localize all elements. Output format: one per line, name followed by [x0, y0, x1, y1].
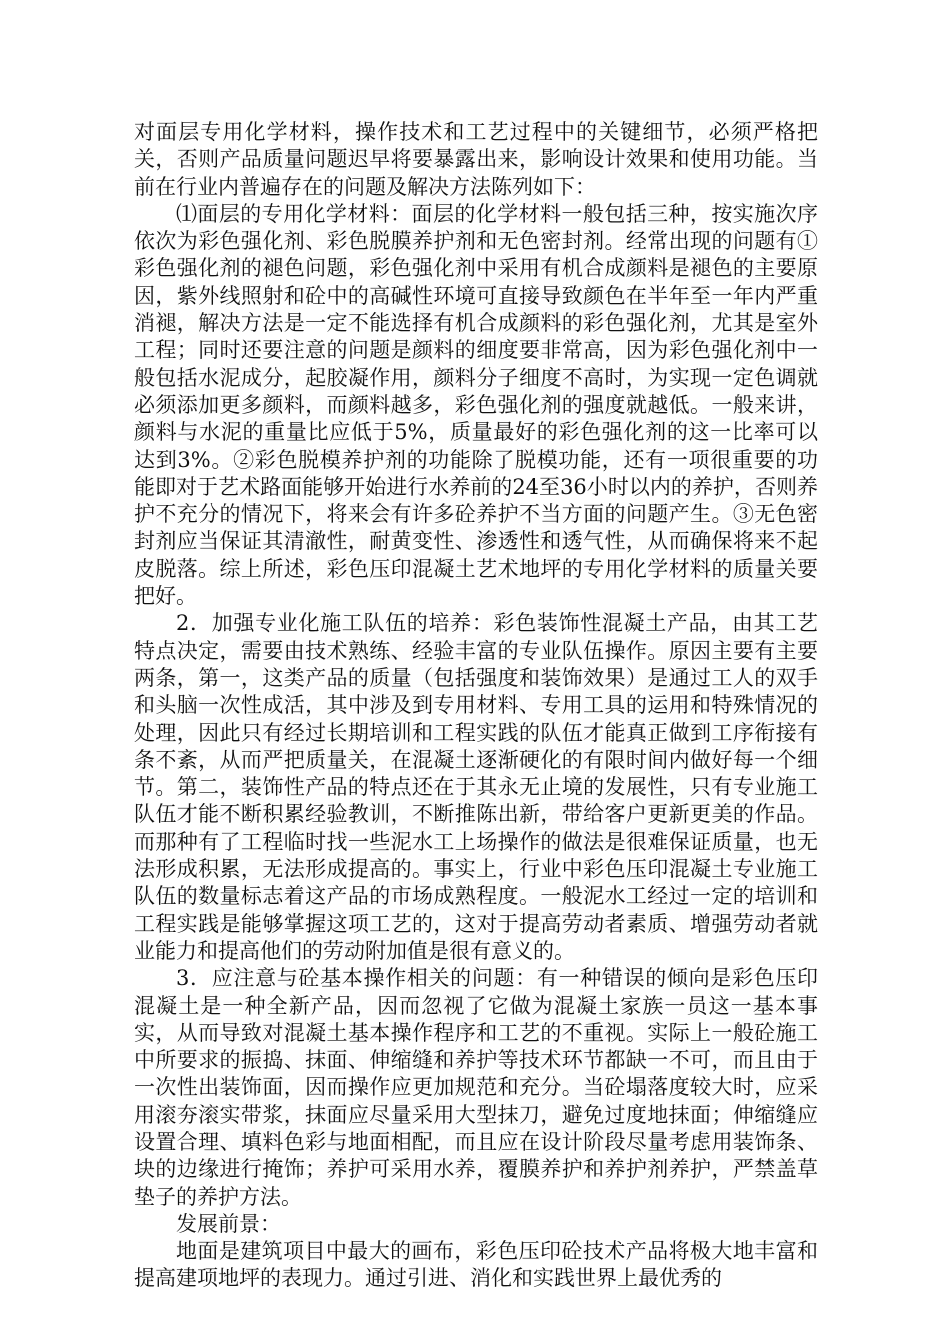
section-heading-prospects: 发展前景： [176, 1211, 281, 1236]
paragraph-construction-team: 2．加强专业化施工队伍的培养：彩色装饰性混凝土产品，由其工艺特点决定，需要由技术熟练、经验丰富的专业队伍操作。原因主要有主要两条，第一，这类产品的质量（包括强度和装饰效果）是通过工人的双手和头脑一次性成活，其中涉及到专用材料、专用工具的运用和特殊情况的处理，因此只有经过长期培训和工程实践的队伍才能真正做到工序衔接有条不紊，从而严把质量关，在混凝土逐渐硬化的有限时间内做好每一个细节。第二，装饰性产品的特点还在于其永无止境的发展性，只有专业施工队伍才能不断积累经验教训，不断推陈出新，带给客户更新更美的作品。而那种有了工程临时找一些泥水工上场操作的做法是很难保证质量，也无法形成积累，无法形成提高的。事实上，行业中彩色压印混凝土专业施工队伍的数量标志着这产品的市场成熟程度。一般泥水工经过一定的培训和工程实践是能够掌握这项工艺的，这对于提高劳动者素质、增强劳动者就业能力和提高他们的劳动附加值是很有意义的。 [134, 611, 818, 963]
paragraph-intro-continued: 对面层专用化学材料，操作技术和工艺过程中的关键细节，必须严格把关，否则产品质量问题迟早将要暴露出来，影响设计效果和使用功能。当前在行业内普遍存在的问题及解决方法陈列如下： [134, 120, 818, 199]
paragraph-chemical-materials: ⑴面层的专用化学材料：面层的化学材料一般包括三种，按实施次序依次为彩色强化剂、彩色脱膜养护剂和无色密封剂。经常出现的问题有①彩色强化剂的褪色问题，彩色强化剂中采用有机合成颜料是褪色的主要原因，紫外线照射和砼中的高碱性环境可直接导致颜色在半年至一年内严重消褪，解决方法是一定不能选择有机合成颜料的彩色强化剂，尤其是室外工程；同时还要注意的问题是颜料的细度要非常高，因为彩色强化剂中一般包括水泥成分，起胶凝作用，颜料分子细度不高时，为实现一定色调就必须添加更多颜料，而颜料越多，彩色强化剂的强度就越低。一般来讲，颜料与水泥的重量比应低于5%，质量最好的彩色强化剂的这一比率可以达到3%。②彩色脱模养护剂的功能除了脱模功能，还有一项很重要的功能即对于艺术路面能够开始进行水养前的24至36小时以内的养护，否则养护不充分的情况下，将来会有许多砼养护不当方面的问题产生。③无色密封剂应当保证其清澈性，耐黄变性、渗透性和透气性，从而确保将来不起皮脱落。综上所述，彩色压印混凝土艺术地坪的专用化学材料的质量关要把好。 [134, 201, 818, 609]
paragraph-basic-operations: 3．应注意与砼基本操作相关的问题：有一种错误的倾向是彩色压印混凝土是一种全新产品，因而忽视了它做为混凝土家族一员这一基本事实，从而导致对混凝土基本操作程序和工艺的不重视。实际上一般砼施工中所要求的振捣、抹面、伸缩缝和养护等技术环节都缺一不可，而且由于一次性出装饰面，因而操作应更加规范和充分。当砼塌落度较大时，应采用滚夯滚实带浆，抹面应尽量采用大型抹刀，避免过度地抹面；伸缩缝应设置合理、填料色彩与地面相配，而且应在设计阶段尽量考虑用装饰条、块的边缘进行掩饰；养护可采用水养，覆膜养护和养护剂养护，严禁盖草垫子的养护方法。 [134, 966, 818, 1209]
document-page [134, 119, 818, 1293]
paragraph-prospects: 地面是建筑项目中最大的画布，彩色压印砼技术产品将极大地丰富和提高建项地坪的表现力。通过引进、消化和实践世界上最优秀的 [134, 1239, 818, 1291]
